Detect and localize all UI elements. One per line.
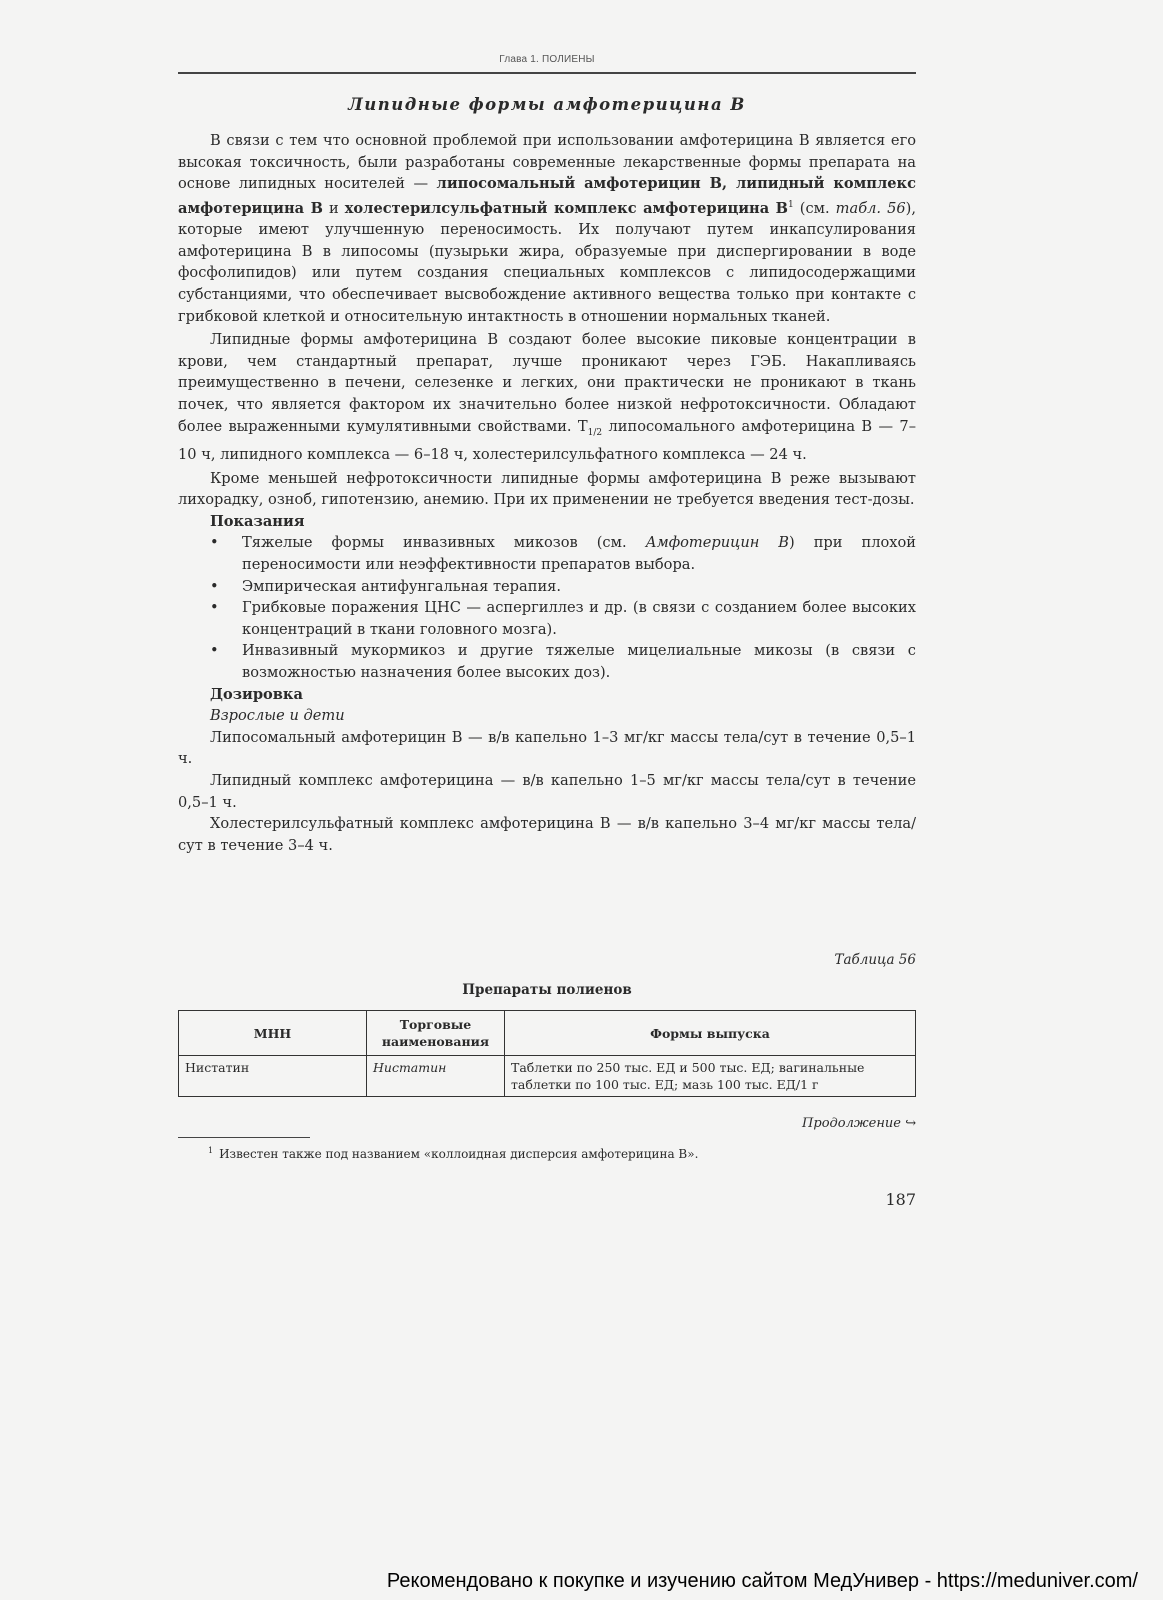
dosage-heading: Дозировка xyxy=(210,685,303,703)
column-header-forms: Формы выпуска xyxy=(505,1011,916,1056)
list-item: • Грибковые поражения ЦНС — аспергиллез и др. (в связи с созданием более высоких концентраций в ткани головного мозга). xyxy=(210,599,916,638)
list-item: • Эмпирическая антифунгальная терапия. xyxy=(178,576,916,598)
paragraph-pharmacokinetics: Липидные формы амфотерицина В создают более высокие пиковые концентрации в крови, чем стандартный препарат, лучше проникают через ГЭБ. Накапливаясь преимущественно в печени, селезенке и легких, они практически не проникают в ткань почек, что является фактором их значительно более низкой нефротоксичности. Обладают более выраженными кумулятивными свойствами. $T_{1/2}$ липосомального амфотерицина В — 7–10 ч, липидного комплекса — 6–18 ч, холестерилсульфатного комплекса — 24 ч. xyxy=(178,331,916,464)
cell-inn: Нистатин xyxy=(179,1056,367,1097)
table-label: Таблица 56 xyxy=(834,952,916,968)
indications-heading: Показания xyxy=(210,512,305,530)
list-item: • Инвазивный мукормикоз и другие тяжелые мицелиальные микозы (в связи с возможностью назначения более высоких доз). xyxy=(210,642,916,682)
footnote-ref: 1 xyxy=(788,199,794,210)
section-title: Липидные формы амфотерицина В xyxy=(348,95,746,114)
header-rule xyxy=(178,72,916,74)
bullet-icon: • xyxy=(210,577,219,595)
list-item: • Тяжелые формы инвазивных микозов (см. Амфотерицин В) при плохой переносимости или неэффективности препаратов выбора. xyxy=(210,534,916,574)
paragraph-intro: В связи с тем что основной проблемой при использовании амфотерицина В является его высокая токсичность, были разработаны современные лекарственные формы препарата на основе липидных носителей — липосомальный амфотерицин В, липидный комплекс амфотерицина В и холестерилсульфатный комплекс амфотерицина $В^1$ (см. табл. 56), которые имеют улучшенную переносимость. Их получают путем инкапсулирования амфотерицина В в липосомы (пузырьки жира, образуемые при диспергировании в воде фосфолипидов) или путем создания специальных комплексов с липидосодержащими субстанциями, что обеспечивает высвобождение активного вещества только при контакте с грибковой клеткой и относительную интактность в отношении нормальных тканей. xyxy=(178,132,916,325)
dosage-subheading: Взрослые и дети xyxy=(210,707,345,725)
body-text xyxy=(178,130,916,856)
page-number: 187 xyxy=(885,1190,916,1209)
dosage-liposomal: Липосомальный амфотерицин В — в/в капельно 1–3 мг/кг массы тела/сут в течение 0,5–1 ч. xyxy=(178,728,916,768)
footnote-rule xyxy=(178,1137,310,1138)
table-row xyxy=(179,1056,916,1097)
indications-list xyxy=(178,532,916,683)
column-header-trade-names: Торговые наименования xyxy=(367,1011,505,1056)
bullet-icon: • xyxy=(210,534,219,552)
running-header: Глава 1. ПОЛИЕНЫ xyxy=(499,54,595,65)
bullet-icon: • xyxy=(210,599,219,617)
table-title: Препараты полиенов xyxy=(462,982,632,998)
dosage-lipid-complex: Липидный комплекс амфотерицина — в/в капельно 1–5 мг/кг массы тела/сут в течение 0,5–1 ч. xyxy=(178,771,916,811)
table-continued: Продолжение ↪ xyxy=(802,1116,916,1131)
paragraph-side-effects: Кроме меньшей нефротоксичности липидные формы амфотерицина В реже вызывают лихорадку, озноб, гипотензию, анемию. При их применении не требуется введения тест-дозы. xyxy=(178,469,916,509)
cell-forms: Таблетки по 250 тыс. ЕД и 500 тыс. ЕД; вагинальные таблетки по 100 тыс. ЕД; мазь 100 тыс. ЕД/1 г xyxy=(505,1056,916,1097)
polyene-table xyxy=(178,1010,916,1097)
table-header-row xyxy=(179,1011,916,1056)
footnote: $^1$ Известен также под названием «коллоидная дисперсия амфотерицина В». xyxy=(208,1146,699,1161)
bullet-icon: • xyxy=(210,642,219,660)
dosage-cholesteryl-sulfate: Холестерилсульфатный комплекс амфотерицина В — в/в капельно 3–4 мг/кг массы тела/сут в течение 3–4 ч. xyxy=(178,815,916,854)
table-ref: табл. 56 xyxy=(835,199,906,217)
column-header-inn: МНН xyxy=(179,1011,367,1056)
cell-trade-name: Нистатин xyxy=(367,1056,505,1097)
watermark-link[interactable]: Рекомендовано к покупке и изучению сайтом МедУнивер - https://meduniver.com/ xyxy=(386,1570,1138,1592)
